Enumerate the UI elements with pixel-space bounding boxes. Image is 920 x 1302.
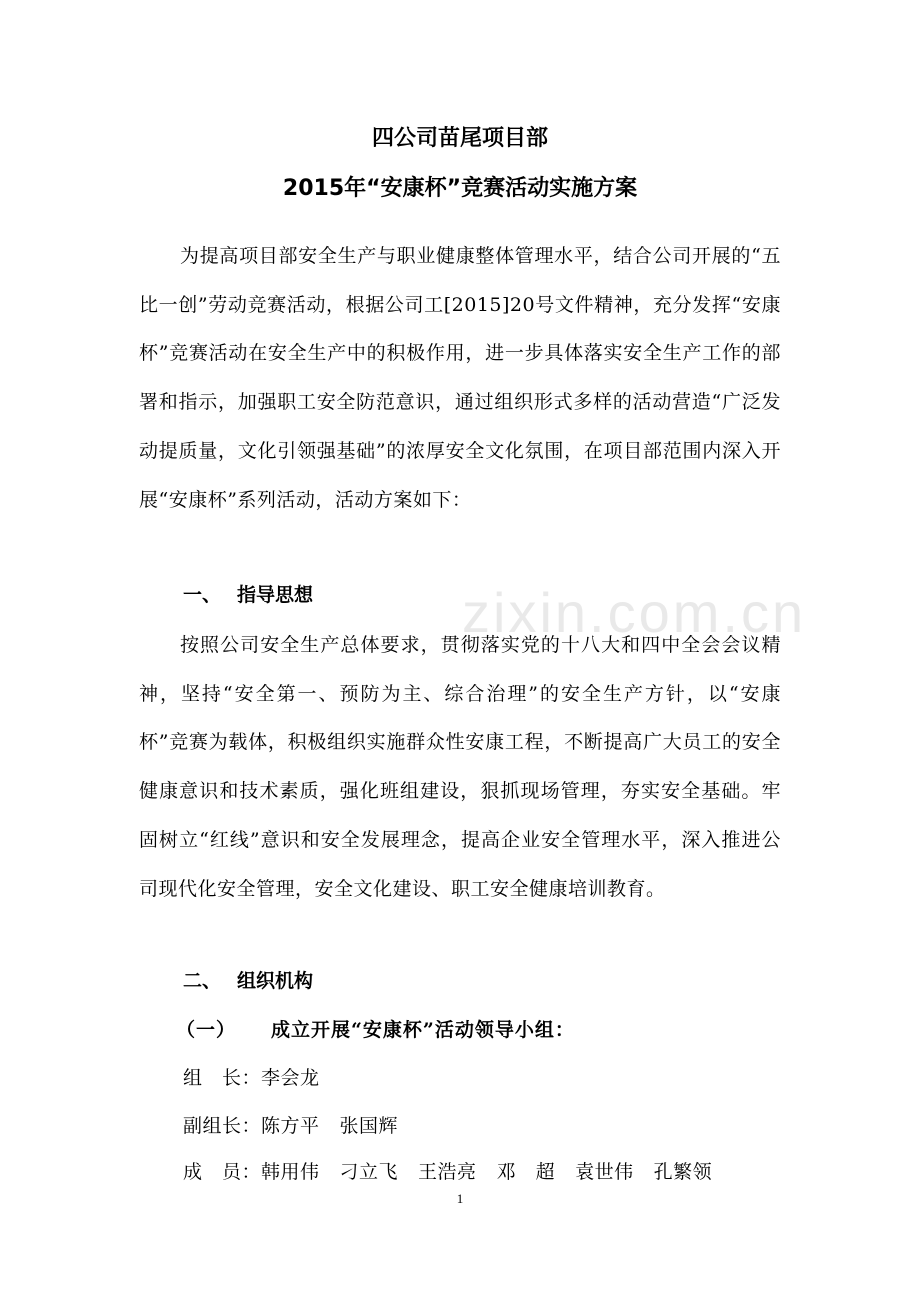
member-role: 副组长： [183, 1115, 262, 1137]
section2-heading [183, 966, 313, 993]
subsection1-heading [176, 1015, 575, 1042]
member-name: 李会龙 [261, 1067, 320, 1089]
subsection1-number: （一） [176, 1019, 237, 1041]
section1-body: 按照公司安全生产总体要求，贯彻落实党的十八大和四中全会会议精神，坚持“安全第一、预防为主、综合治理”的安全生产方针，以“安康杯”竞赛为载体，积极组织实施群众性安康工程，不断提高广大员工的安全健康意识和技术素质，强化班组建设，狠抓现场管理，夯实安全基础。牢固树立“红线”意识和安全发展理念，提高企业安全管理水平，深入推进公司现代化安全管理，安全文化建设、职工安全健康培训教育。 [139, 634, 781, 900]
member-role: 组 长： [183, 1067, 262, 1089]
member-name: 王浩亮 [418, 1161, 477, 1183]
member-row-members [183, 1157, 732, 1184]
member-name: 张国辉 [339, 1115, 399, 1137]
section2-title: 组织机构 [237, 970, 314, 992]
intro-paragraph: 为提高项目部安全生产与职业健康整体管理水平，结合公司开展的“五比一创”劳动竞赛活动，根据公司工[2015]20号文件精神，充分发挥“安康杯”竞赛活动在安全生产中的积极作用，进一步具体落实安全生产工作的部署和指示，加强职工安全防范意识，通过组织形式多样的活动营造“广泛发动提质量，文化引领强基础”的浓厚安全文化氛围，在项目部范围内深入开展“安康杯”系列活动，活动方案如下： [139, 245, 781, 511]
member-name: 韩用伟 [261, 1161, 320, 1183]
member-name: 邓 超 [496, 1161, 556, 1183]
member-name: 陈方平 [261, 1115, 320, 1137]
section1-title: 指导思想 [237, 584, 314, 606]
member-role: 成 员： [183, 1161, 262, 1183]
member-name: 刁立飞 [339, 1161, 399, 1183]
section2-number: 二、 [183, 970, 222, 992]
section1-heading [183, 580, 313, 607]
section1-number: 一、 [183, 584, 222, 606]
member-name: 袁世伟 [575, 1161, 634, 1183]
watermark: zixin.com.cn [462, 581, 807, 644]
subsection1-title: 成立开展“安康杯”活动领导小组： [271, 1019, 575, 1041]
document-title-line1: 四公司苗尾项目部 [371, 126, 548, 151]
member-row-deputy [183, 1111, 418, 1138]
document-title-line2: 2015年“安康杯”竞赛活动实施方案 [282, 176, 638, 201]
member-name: 孔繁领 [653, 1161, 713, 1183]
page-number: 1 [456, 1191, 464, 1206]
member-row-leader [183, 1063, 340, 1090]
